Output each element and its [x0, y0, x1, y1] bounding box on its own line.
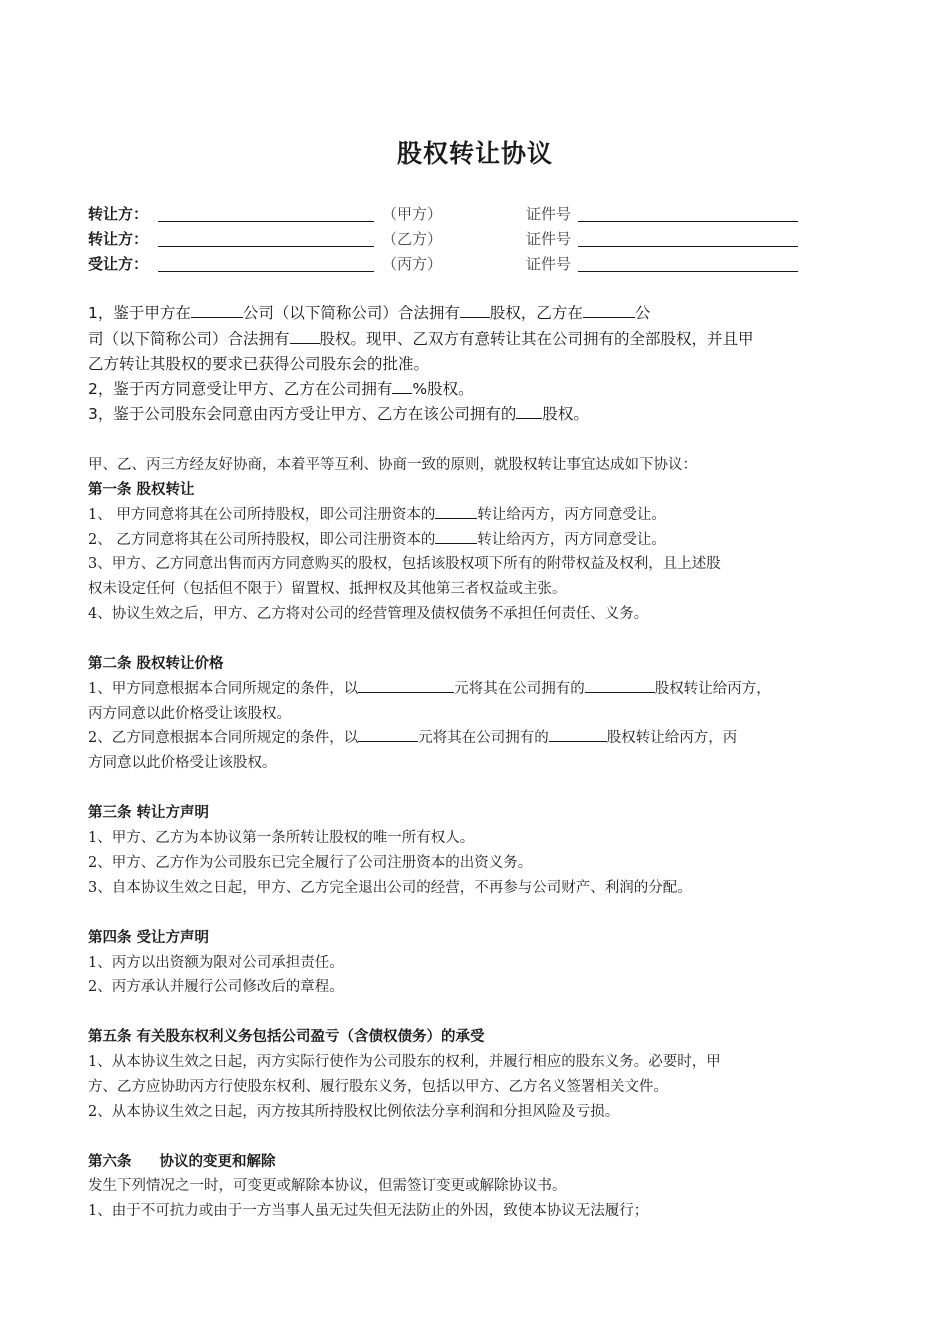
- party-role: （乙方）: [382, 230, 443, 248]
- id-number-blank: [578, 221, 798, 222]
- fill-blank: [583, 303, 635, 318]
- article-5-item: 1、从本协议生效之日起，丙方实际行使作为公司股东的权利，并履行相应的股东义务。必要时，甲: [88, 1054, 721, 1070]
- id-number-blank: [578, 271, 798, 272]
- fill-blank: [516, 404, 542, 419]
- fill-blank: [435, 504, 477, 519]
- article-3-heading: 第三条 转让方声明: [88, 805, 210, 821]
- fill-blank: [358, 678, 454, 693]
- preamble-line: 3，鉴于公司股东会同意由丙方受让甲方、乙方在该公司拥有的 股权。: [88, 405, 589, 423]
- article-3-item: 3、自本协议生效之日起，甲方、乙方完全退出公司的经营，不再参与公司财产、利润的分配。: [88, 880, 692, 896]
- article-4-heading: 第四条 受让方声明: [88, 930, 210, 946]
- party-label: 转让方：: [88, 205, 149, 223]
- id-number-label: 证件号: [526, 255, 572, 273]
- id-number-label: 证件号: [526, 230, 572, 248]
- article-2-item: 方同意以此价格受让该股权。: [88, 755, 277, 771]
- article-6-heading: 第六条 协议的变更和解除: [88, 1154, 276, 1170]
- party-name-blank: [158, 221, 374, 222]
- fill-blank: [435, 529, 477, 544]
- party-name-blank: [158, 246, 374, 247]
- article-3-item: 1、甲方、乙方为本协议第一条所转让股权的唯一所有权人。: [88, 830, 475, 846]
- id-number-blank: [578, 246, 798, 247]
- article-2-item: 丙方同意以此价格受让该股权。: [88, 706, 291, 722]
- preamble-line: 乙方转让其股权的要求已获得公司股东会的批准。: [88, 355, 430, 373]
- intro-paragraph: 甲、乙、丙三方经友好协商，本着平等互利、协商一致的原则，就股权转让事宜达成如下协议：: [88, 457, 697, 473]
- fill-blank: [191, 303, 243, 318]
- article-2-item: 2、乙方同意根据本合同所规定的条件，以 元将其在公司拥有的 股权转让给丙方，丙: [88, 726, 737, 747]
- preamble-line: 2，鉴于丙方同意受让甲方、乙方在公司拥有 %股权。: [88, 380, 474, 398]
- article-4-item: 2、丙方承认并履行公司修改后的章程。: [88, 979, 344, 995]
- party-role: （丙方）: [382, 255, 443, 273]
- article-1-item: 3、甲方、乙方同意出售而丙方同意购买的股权，包括该股权项下所有的附带权益及权利，且上述股: [88, 556, 721, 572]
- article-1-item: 4、协议生效之后，甲方、乙方将对公司的经营管理及债权债务不承担任何责任、义务。: [88, 606, 649, 622]
- article-1-item: 2、 乙方同意将其在公司所持股权，即公司注册资本的 转让给丙方，丙方同意受让。: [88, 528, 666, 549]
- article-1-item: 权未设定任何（包括但不限于）留置权、抵押权及其他第三者权益或主张。: [88, 581, 567, 597]
- document-title: 股权转让协议: [396, 139, 553, 168]
- fill-blank: [585, 678, 655, 693]
- article-1-heading: 第一条 股权转让: [88, 482, 195, 498]
- party-role: （甲方）: [382, 205, 443, 223]
- article-2-item: 1、甲方同意根据本合同所规定的条件，以 元将其在公司拥有的 股权转让给丙方，: [88, 677, 771, 698]
- article-6-intro: 发生下列情况之一时，可变更或解除本协议，但需签订变更或解除协议书。: [88, 1178, 567, 1194]
- article-5-heading: 第五条 有关股东权利义务包括公司盈亏（含债权债务）的承受: [88, 1029, 485, 1045]
- party-label: 转让方：: [88, 230, 149, 248]
- article-6-item: 1、由于不可抗力或由于一方当事人虽无过失但无法防止的外因，致使本协议无法履行；: [88, 1203, 649, 1219]
- fill-blank: [460, 303, 490, 318]
- party-name-blank: [158, 271, 374, 272]
- fill-blank: [392, 379, 412, 394]
- article-2-heading: 第二条 股权转让价格: [88, 656, 224, 672]
- fill-blank: [358, 727, 418, 742]
- article-3-item: 2、甲方、乙方作为公司股东已完全履行了公司注册资本的出资义务。: [88, 855, 533, 871]
- article-5-item: 2、从本协议生效之日起，丙方按其所持股权比例依法分享利润和分担风险及亏损。: [88, 1104, 620, 1120]
- party-label: 受让方：: [88, 255, 149, 273]
- article-1-item: 1、 甲方同意将其在公司所持股权，即公司注册资本的 转让给丙方，丙方同意受让。: [88, 503, 666, 524]
- fill-blank: [549, 727, 607, 742]
- fill-blank: [290, 329, 320, 344]
- article-4-item: 1、丙方以出资额为限对公司承担责任。: [88, 955, 344, 971]
- preamble-line: 1，鉴于甲方在 公司（以下简称公司）合法拥有 股权，乙方在 公: [88, 304, 651, 322]
- id-number-label: 证件号: [526, 205, 572, 223]
- preamble-line: 司（以下简称公司）合法拥有 股权。现甲、乙双方有意转让其在公司拥有的全部股权，并且甲: [88, 330, 754, 348]
- article-5-item: 方、乙方应协助丙方行使股东权利、履行股东义务，包括以甲方、乙方名义签署相关文件。: [88, 1079, 668, 1095]
